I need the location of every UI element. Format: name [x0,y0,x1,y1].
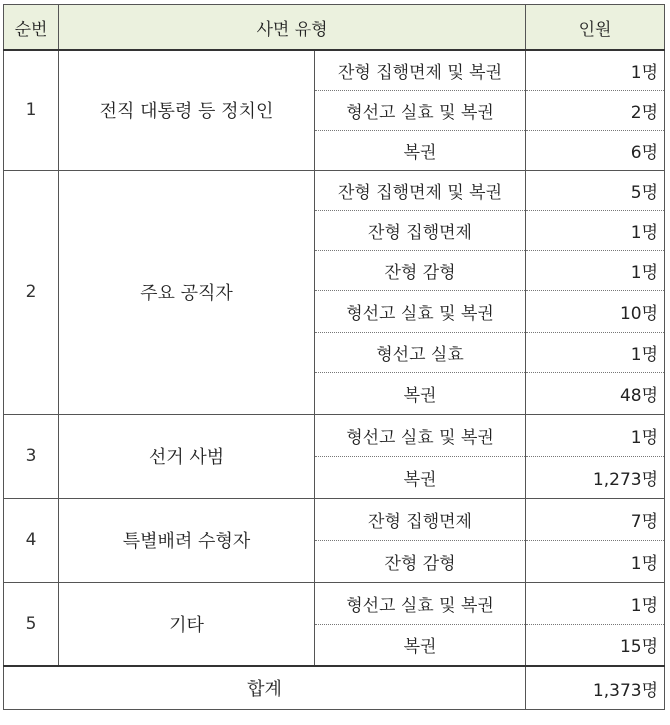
person-count: 1명 [526,332,665,372]
table-row [4,498,665,540]
pardon-type: 잔형 감형 [315,540,526,582]
pardon-type: 형선고 실효 및 복권 [315,290,526,332]
table-row [4,414,665,456]
group-seq: 4 [4,498,59,582]
pardon-type: 잔형 집행면제 [315,498,526,540]
group-seq: 1 [4,50,59,170]
person-count: 1명 [526,414,665,456]
pardon-type: 복권 [315,456,526,498]
group-seq: 2 [4,170,59,414]
person-count: 10명 [526,290,665,332]
header-row [4,5,665,51]
person-count: 1명 [526,582,665,624]
pardon-type: 복권 [315,624,526,666]
person-count: 1명 [526,50,665,90]
group-category: 기타 [59,582,315,666]
total-count: 1,373명 [526,666,665,710]
table-row [4,170,665,210]
table-row [4,50,665,90]
person-count: 6명 [526,130,665,170]
person-count: 1명 [526,250,665,290]
header-category: 사면 유형 [59,5,526,51]
header-count: 인원 [526,5,665,51]
table-body [4,50,665,666]
pardon-type: 잔형 집행면제 및 복권 [315,50,526,90]
pardon-type: 잔형 감형 [315,250,526,290]
pardon-type: 형선고 실효 및 복권 [315,90,526,130]
person-count: 48명 [526,372,665,414]
pardon-table-container [3,4,665,710]
pardon-type: 형선고 실효 [315,332,526,372]
pardon-type: 형선고 실효 및 복권 [315,414,526,456]
pardon-type: 형선고 실효 및 복권 [315,582,526,624]
person-count: 1,273명 [526,456,665,498]
person-count: 15명 [526,624,665,666]
group-seq: 5 [4,582,59,666]
group-category: 특별배려 수형자 [59,498,315,582]
person-count: 1명 [526,540,665,582]
group-category: 주요 공직자 [59,170,315,414]
pardon-type: 복권 [315,372,526,414]
table-row [4,582,665,624]
person-count: 1명 [526,210,665,250]
person-count: 7명 [526,498,665,540]
total-row [4,666,665,710]
total-label: 합계 [4,666,526,710]
pardon-type: 잔형 집행면제 [315,210,526,250]
header-seq: 순번 [4,5,59,51]
pardon-type: 복권 [315,130,526,170]
pardon-type: 잔형 집행면제 및 복권 [315,170,526,210]
group-category: 전직 대통령 등 정치인 [59,50,315,170]
person-count: 5명 [526,170,665,210]
group-category: 선거 사범 [59,414,315,498]
person-count: 2명 [526,90,665,130]
group-seq: 3 [4,414,59,498]
pardon-table [3,4,665,710]
